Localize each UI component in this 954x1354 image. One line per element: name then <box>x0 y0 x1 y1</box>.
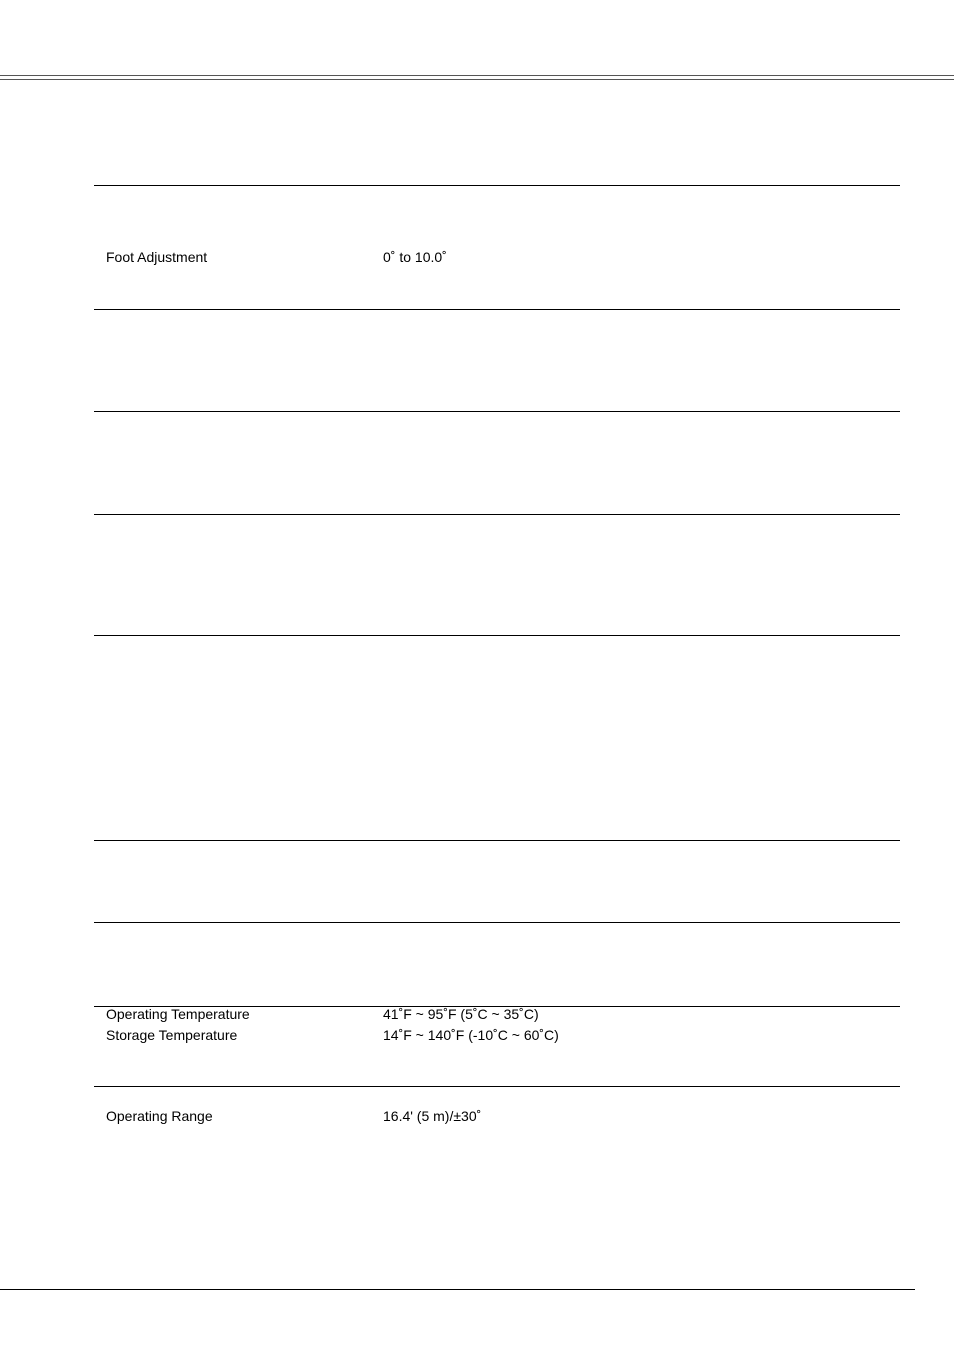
table-rule <box>94 185 900 186</box>
spec-label: Storage Temperature <box>106 1027 238 1043</box>
table-rule <box>94 514 900 515</box>
spec-label: Foot Adjustment <box>106 249 208 265</box>
table-rule <box>94 840 900 841</box>
spec-value: 14˚F ~ 140˚F (-10˚C ~ 60˚C) <box>383 1027 559 1043</box>
spec-value: 0˚ to 10.0˚ <box>383 249 447 265</box>
spec-label: Operating Temperature <box>106 1006 250 1022</box>
spec-value: 41˚F ~ 95˚F (5˚C ~ 35˚C) <box>383 1006 539 1022</box>
footer-rule <box>0 1289 915 1290</box>
table-rule <box>94 635 900 636</box>
table-rule <box>94 1086 900 1087</box>
spec-value: 16.4' (5 m)/±30˚ <box>383 1108 482 1124</box>
table-rule <box>94 922 900 923</box>
header-rule-bottom <box>0 79 954 80</box>
header-rule-top <box>0 75 954 76</box>
spec-label: Operating Range <box>106 1108 213 1124</box>
table-rule <box>94 411 900 412</box>
table-rule <box>94 309 900 310</box>
